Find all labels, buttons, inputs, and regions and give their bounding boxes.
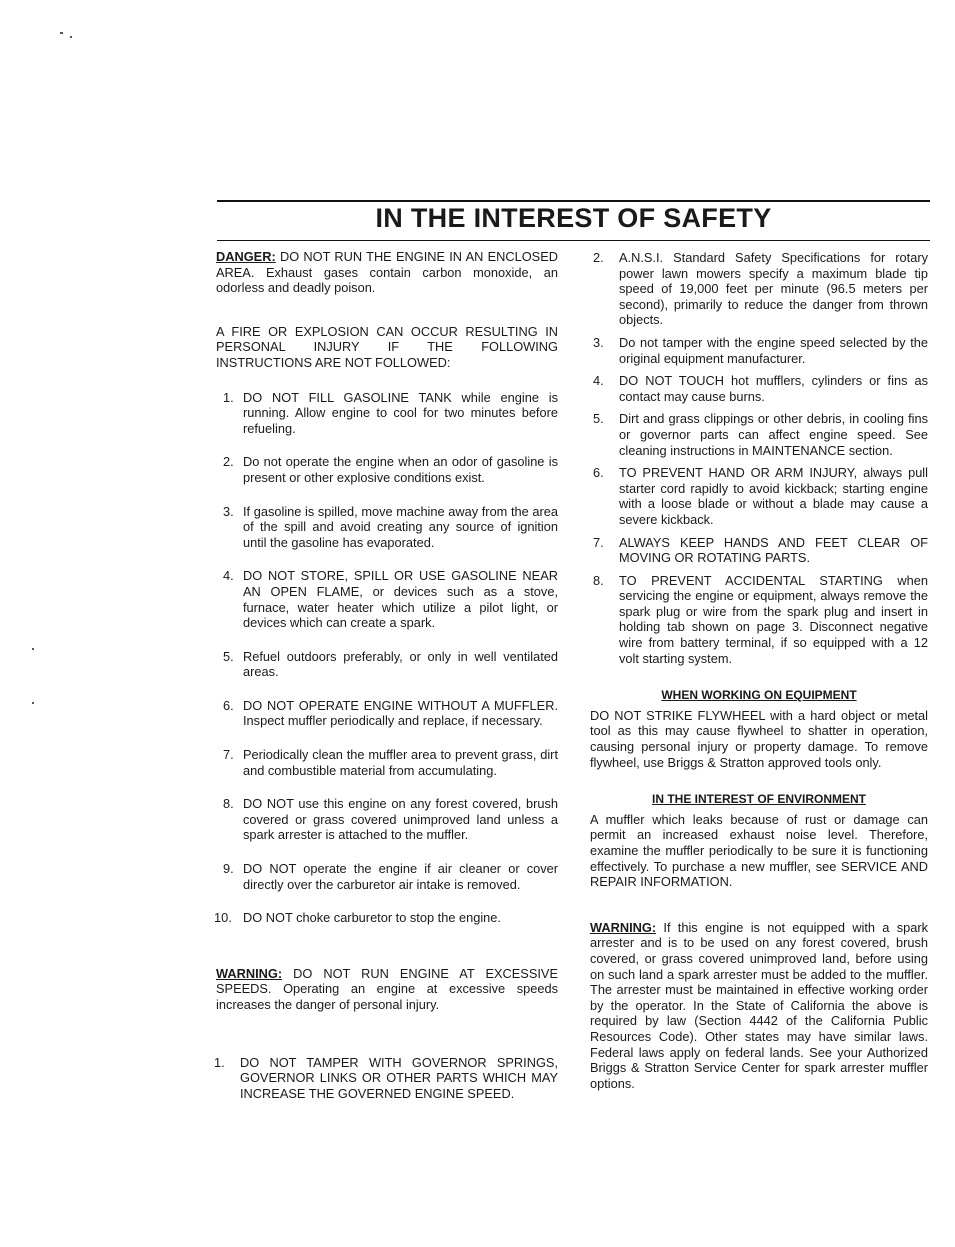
warning-label: WARNING: [216,965,283,981]
environment-paragraph: A muffler which leaks because of rust or damage can permit an increased exhaust noise level. Therefore, examine the muffler periodically to be sure it is functioning effectively. To purchase a new muffler, see SERVICE AND REPAIR INFORMATION. [590,811,928,890]
warning-label: WARNING: [590,919,657,935]
safety-item: 2. Do not operate the engine when an odor of gasoline is present or other explosive conditions exist. [223,454,558,485]
safety-item: 5. Dirt and grass clippings or other debris, in cooling fins or governor parts can affect engine speed. See cleaning instructions in MAINTENANCE section. [593,411,928,458]
fire-warning-paragraph: A FIRE OR EXPLOSION CAN OCCUR RESULTING IN PERSONAL INJURY IF THE FOLLOWING INSTRUCTIONS ARE NOT FOLLOWED: [216,323,558,370]
scan-speck [70,36,72,38]
overspeed-warning-paragraph [216,966,558,1013]
safety-item: 7. Periodically clean the muffler area to prevent grass, dirt and combustible material from accumulating. [223,747,558,778]
safety-item: 8. DO NOT use this engine on any forest covered, brush covered or grass covered unimproved land unless a spark arrester is attached to the muffler. [223,796,558,843]
safety-item: 3. If gasoline is spilled, move machine away from the area of the spill and avoid creating any source of ignition until the gasoline has evaporated. [223,503,558,550]
safety-item: 6. TO PREVENT HAND OR ARM INJURY, always pull starter cord rapidly to avoid kickback; starting engine with a loose blade or without a blade may cause a severe kickback. [593,465,928,527]
scan-speck [32,702,34,704]
safety-item: 10. DO NOT choke carburetor to stop the engine. [214,910,501,926]
warning-text: DO NOT RUN ENGINE AT EXCESSIVE SPEEDS. Operating an engine at excessive speeds increases the danger of personal injury. [216,965,558,1012]
safety-item: 4. DO NOT STORE, SPILL OR USE GASOLINE NEAR AN OPEN FLAME, or devices such as a stove, furnace, water heater which utilize a pilot light, or devices which can create a spark. [223,568,558,631]
safety-item: 3. Do not tamper with the engine speed selected by the original equipment manufacturer. [593,334,928,366]
scan-speck [32,648,34,650]
danger-label: DANGER: [216,249,276,264]
danger-paragraph [216,249,558,296]
page-title: IN THE INTEREST OF SAFETY [375,203,772,233]
equipment-paragraph: DO NOT STRIKE FLYWHEEL with a hard object or metal tool as this may cause flywheel to shatter in operation, causing personal injury or property damage. To remove flywheel, use Briggs & Stratton approved tools only. [590,707,928,770]
environment-heading: IN THE INTEREST OF ENVIRONMENT [651,792,866,807]
right-column [590,250,928,1091]
left-column [216,249,558,1119]
title-top-rule [217,200,930,202]
safety-item: 4. DO NOT TOUCH hot mufflers, cylinders or fins as contact may cause burns. [593,373,928,404]
governor-item: 1. DO NOT TAMPER WITH GOVERNOR SPRINGS, GOVERNOR LINKS OR OTHER PARTS WHICH MAY INCREASE THE GOVERNED ENGINE SPEED. [214,1054,558,1101]
spark-arrester-warning-paragraph [590,920,928,1092]
safety-item: 7. ALWAYS KEEP HANDS AND FEET CLEAR OF MOVING OR ROTATING PARTS. [593,534,928,566]
safety-item: 9. DO NOT operate the engine if air cleaner or cover directly over the carburetor air intake is removed. [223,861,558,892]
safety-item: 2. A.N.S.I. Standard Safety Specifications for rotary power lawn mowers specify a maximum blade tip speed of 19,000 feet per minute (96.5 meters per second), primarily to reduce the danger from thrown objects. [593,250,928,328]
safety-item: 5. Refuel outdoors preferably, or only in well ventilated areas. [223,648,558,680]
scan-speck [60,32,63,34]
safety-item: 6. DO NOT OPERATE ENGINE WITHOUT A MUFFLER. Inspect muffler periodically and replace, if necessary. [223,697,558,729]
warning-text: If this engine is not equipped with a spark arrester and is to be used on any forest covered, brush covered, or grass covered unimproved land, before using on such land a spark arrester must be added to the muffler. The arrester must be maintained in effective working order by the operator. In the State of California the above is required by law (Section 4442 of the California Public Resources Code). Other states may have similar laws. Federal laws apply on federal lands. See your Authorized Briggs & Stratton Service Center for spark arrester muffler options. [590,919,928,1091]
danger-text: DO NOT RUN THE ENGINE IN AN ENCLOSED AREA. Exhaust gases contain carbon monoxide, an odorless and deadly poison. [216,249,558,296]
title-bottom-rule [217,240,930,241]
safety-item: 8. TO PREVENT ACCIDENTAL STARTING when servicing the engine or equipment, always remove the spark plug or wire from the spark plug and insert in holding tab shown on page 3. Disconnect negative wire from battery terminal, if so equipped with a 12 volt starting system. [593,572,928,666]
equipment-heading: WHEN WORKING ON EQUIPMENT [661,688,857,703]
safety-item: 1. DO NOT FILL GASOLINE TANK while engine is running. Allow engine to cool for two minutes before refueling. [223,389,558,436]
